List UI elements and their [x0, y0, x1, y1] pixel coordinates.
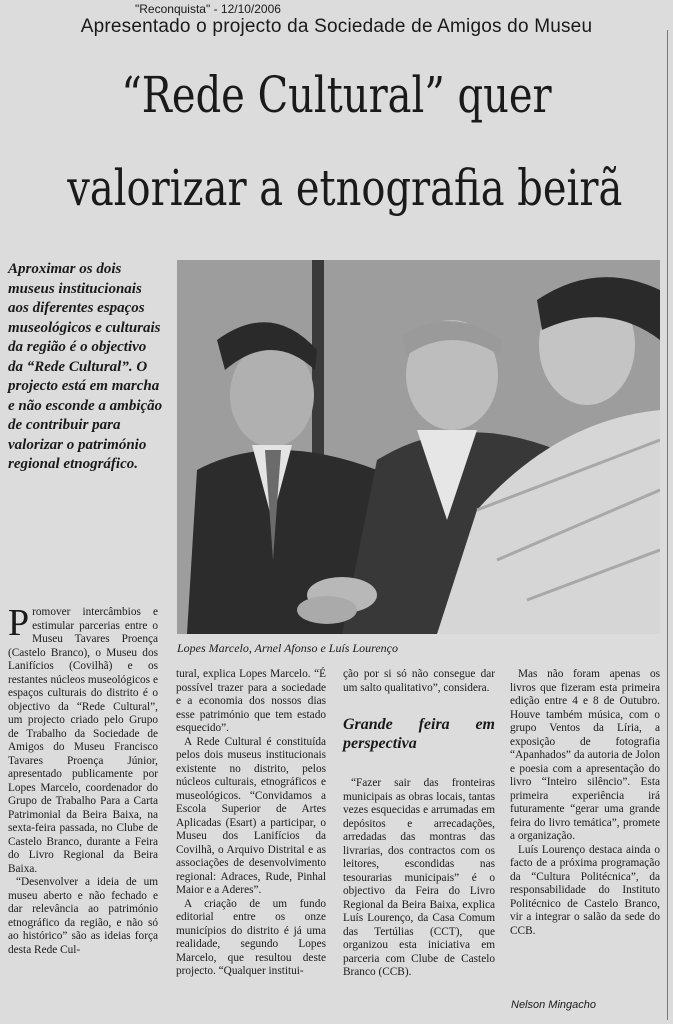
- article-column-2: [176, 668, 326, 979]
- col2-paragraph-3: A criação de um fundo editorial entre os onze municípios do distrito é já uma realidade, segundo Lopes Marcelo, que resultou deste projecto. “Qualquer institui-: [176, 897, 326, 977]
- lead-paragraph: [8, 260, 164, 475]
- col2-paragraph-1: tural, explica Lopes Marcelo. “É possível trazer para a sociedade e a economia dos nossos dias esse património que tem estado esquecido”.: [176, 668, 326, 734]
- kicker: Apresentado o projecto da Sociedade de Amigos do Museu: [80, 16, 593, 37]
- photo-illustration: [177, 260, 660, 634]
- news-photo: [177, 260, 660, 634]
- headline-line-1: “Rede Cultural” quer: [121, 66, 552, 124]
- col4-paragraph-2: Luís Lourenço destaca ainda o facto de a próxima programação da “Cultura Politécnica”, da responsabilidade do Instituto Politécnico de Castelo Branco, vir a integrar o salão da sede do CCB.: [510, 843, 660, 937]
- article-column-3: [343, 668, 495, 980]
- lead-text: Aproximar os dois museus institucionais aos diferentes espaços museológicos e culturais da região é o objectivo da “Rede Cultural”. O projecto está em marcha e não esconde a ambição de contribuir para valorizar o património regional etnográfico.: [8, 261, 163, 472]
- column-rule: [667, 30, 668, 1020]
- col1-paragraph-1: romover intercâmbios e estimular parcerias entre o Museu Tavares Proença (Castelo Branco), o Museu dos Lanifícios (Covilhã) e os restantes núcleos museológicos e espaços culturais do distrito é o objectivo da “Rede Cultural”, um projecto criado pelo Grupo de Trabalho da Sociedade de Amigos do Museu Francisco Tavares Proença Júnior, apresentado publicamente por Lopes Marcelo, coordenador do Grupo de Trabalho Para a Carta Patrimonial da Beira Baixa, na sexta-feira passada, no Clube de Castelo Branco, durante a Feira do Livro Regional da Beira Baixa.: [8, 606, 158, 875]
- article-column-1: [8, 602, 158, 957]
- article-column-4: [510, 668, 660, 938]
- source-line: "Reconquista" - 12/10/2006: [135, 2, 281, 16]
- drop-cap: P: [8, 602, 30, 644]
- col1-paragraph-2: “Desenvolver a ideia de um museu aberto e não fechado e dar relevância ao património etnográfico da região, e não só ao histórico” são as ideias força desta Rede Cul-: [8, 876, 158, 956]
- headline-line-2: valorizar a etnografia beirã: [67, 159, 623, 217]
- col3-paragraph-1: ção por si só não consegue dar um salto qualitativo”, considera.: [343, 668, 495, 694]
- col4-paragraph-1: Mas não foram apenas os livros que fizeram esta primeira edição entre 4 e 8 de Outubro. Houve também música, com o grupo Ventos da Líria, a exposição de fotografia “Apanhados” da autoria de Jolon e poesia com a apresentação do livro “Inteiro silêncio”. Esta primeira experiência irá futuramente “gerar uma grande feira do livro temática”, promete a organização.: [510, 668, 660, 842]
- col2-paragraph-2: A Rede Cultural é constituída pelos dois museus institucionais existente no distrito, pelos núcleos culturais, etnográficos e museológicos. “Convidamos a Escola Superior de Artes Aplicadas (Esart) a participar, o Museu dos Lanifícios da Covilhã, o Arquivo Distrital e as associações de desenvolvimento regional: Adraces, Rude, Pinhal Maior e a Aderes”.: [176, 735, 326, 896]
- col3-paragraph-2: “Fazer sair das fronteiras municipais as obras locais, tantas vezes esquecidas e arrumadas em depósitos e arrecadações, arredadas das montras das livrarias, dos contractos com os leitores, escondidas nas tesourarias municipais” é o objectivo da Feira do Livro Regional da Beira Baixa, explica Luís Lourenço, da Casa Comum das Tertúlias (CCT), que organizou esta iniciativa em parceria com Clube de Castelo Branco (CCB).: [343, 777, 495, 978]
- photo-caption: Lopes Marcelo, Arnel Afonso e Luís Lourenço: [177, 641, 398, 655]
- section-subhead: Grande feira em perspectiva: [343, 716, 495, 752]
- author-signature: Nelson Mingacho: [511, 999, 596, 1011]
